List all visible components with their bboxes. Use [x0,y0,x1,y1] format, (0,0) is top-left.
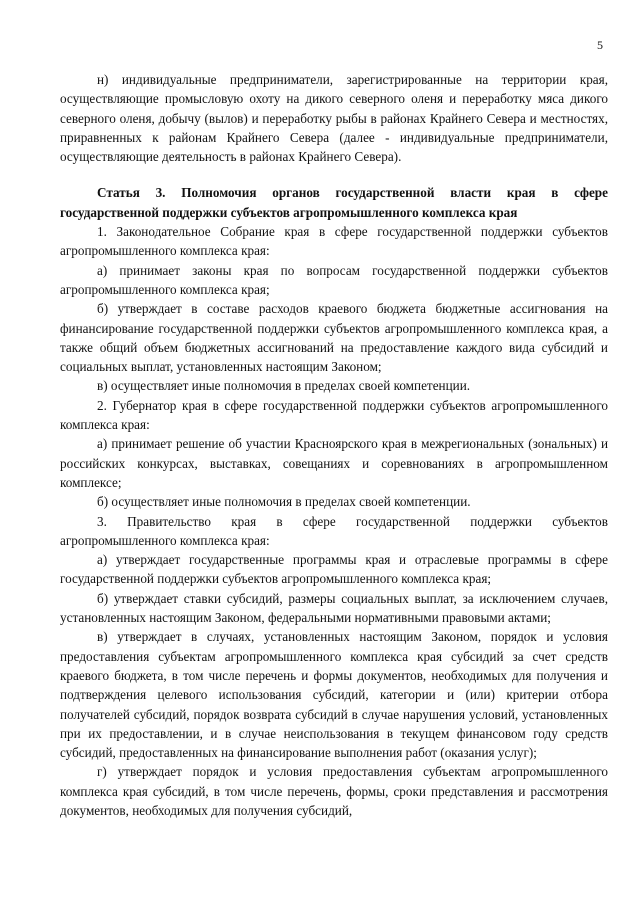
paragraph-2a: а) принимает решение об участии Красноярского края в межрегиональных (зональных) и российских конкурсах, выставках, совещаниях и соревнованиях в агропромышленном комплексе; [60,436,608,490]
paragraph-2: 2. Губернатор края в сфере государственной поддержки субъектов агропромышленного комплекса края: [60,397,608,433]
paragraph-3b: б) утверждает ставки субсидий, размеры социальных выплат, за исключением случаев, установленных настоящим Законом, федеральными нормативными правовыми актами; [60,590,608,626]
paragraph-1: 1. Законодательное Собрание края в сфере государственной поддержки субъектов агропромышленного комплекса края: [60,224,608,259]
paragraph-2b: б) осуществляет иные полномочия в пределах своей компетенции. [97,494,471,510]
paragraph-1b: б) утверждает в составе расходов краевого бюджета бюджетные ассигнования на финансирование государственной поддержки субъектов агропромышленного комплекса края, а также общий объем бюджетных ассигнований на предоставление каждого вида субсидий и социальных выплат, установленных настоящим Законом; [60,301,608,375]
paragraph-3v: в) утверждает в случаях, установленных настоящим Законом, порядок и условия предоставления субъектам агропромышленного комплекса края субсидий за счет средств краевого бюджета, в том числе перечень и формы документов, необходимых для получения и подтверждения целевого использования субсидий, категории и (или) критерии отбора получателей субсидий, порядок возврата субсидий в случае нарушения условий, установленных при их предоставлении, и в случае неиспользования в текущем финансовом году средств субсидий, предоставленных на финансирование выполнения работ (оказания услуг); [60,629,608,761]
paragraph-1a: а) принимает законы края по вопросам государственной поддержки субъектов агропромышленного комплекса края; [60,262,608,297]
document-body [60,70,608,820]
page-number: 5 [597,38,603,52]
paragraph-1v: в) осуществляет иные полномочия в пределах своей компетенции. [97,378,471,394]
paragraph-3: 3. Правительство края в сфере государственной поддержки субъектов агропромышленного комплекса края: [60,513,608,548]
paragraph-3a: а) утверждает государственные программы края и отраслевые программы в сфере государственной поддержки субъектов агропромышленного комплекса края; [60,552,608,587]
paragraph-3g: г) утверждает порядок и условия предоставления субъектам агропромышленного комплекса края субсидий, в том числе перечень, формы, сроки представления и рассмотрения документов, необходимых для получения субсидий, [60,764,608,818]
article-heading: Статья 3. Полномочия органов государственной власти края в сфере государственной поддержки субъектов агропромышленного комплекса края [60,185,608,220]
intro-paragraph: н) индивидуальные предприниматели, зарегистрированные на территории края, осуществляющие промысловую охоту на дикого северного оленя и переработку мяса дикого северного оленя, добычу (вылов) и переработку рыбы в районах Крайнего Севера и местностях, приравненных к районам Крайнего Севера (далее - индивидуальные предприниматели, осуществляющие деятельность в районах Крайнего Севера). [60,72,608,165]
